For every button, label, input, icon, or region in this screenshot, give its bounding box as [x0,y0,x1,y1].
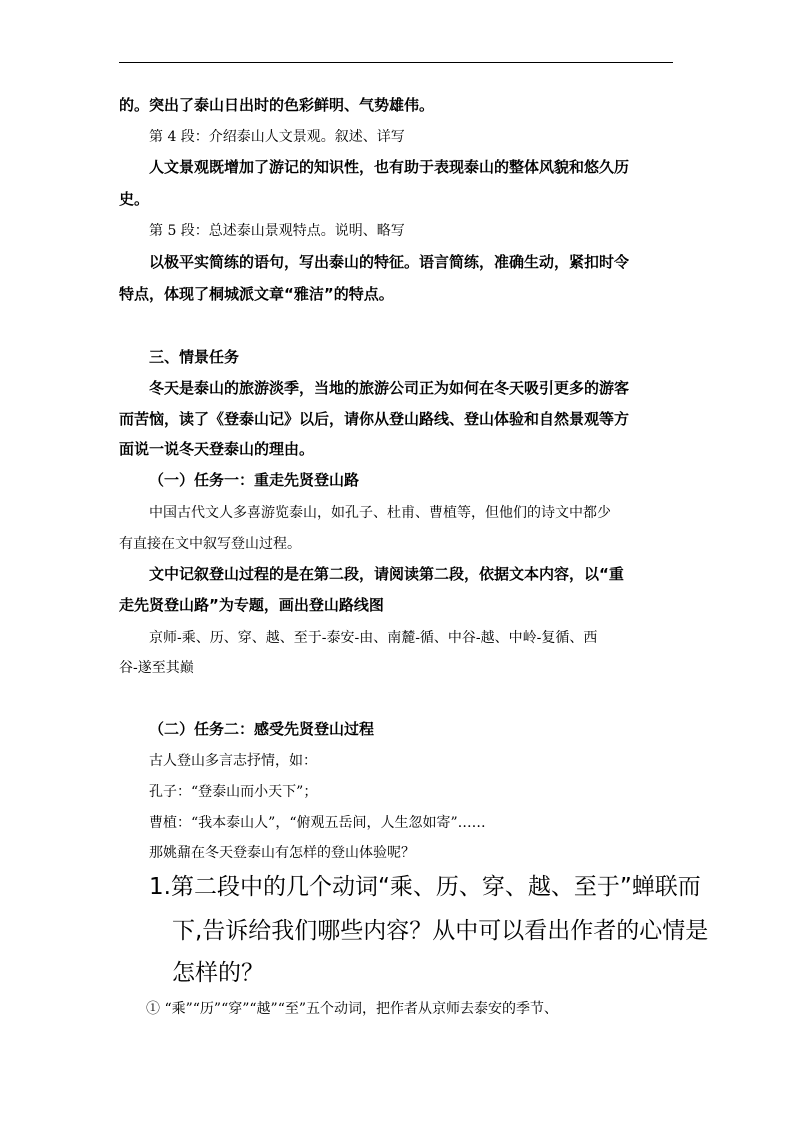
paragraph-line: 的。突出了泰山日出时的色彩鲜明、气势雄伟。 [119,96,435,114]
question-line: 下,告诉给我们哪些内容？从中可以看出作者的心情是 [172,918,709,944]
paragraph-line: 面说一说冬天登泰山的理由。 [119,440,315,458]
question-line: 怎样的？ [172,960,264,986]
section-title: 三、情景任务 [149,348,240,366]
header-rule [119,62,673,63]
paragraph-line: 走先贤登山路”为专题，画出登山路线图 [119,596,384,614]
paragraph-line: 古人登山多言志抒情，如： [149,753,317,769]
route-line: 谷-遂至其巅 [119,660,194,676]
answer-line: ① “乘”“历”“穿”“越”“至”五个动词，把作者从京师去泰安的季节、 [146,1001,559,1017]
paragraph-line: 曹植：“我本泰山人”，“俯观五岳间，人生忽如寄”…… [149,815,486,831]
paragraph-line: 以极平实简练的语句，写出泰山的特征。语言简练，准确生动，紧扣时令 [149,253,630,271]
task1-title: （一）任务一：重走先贤登山路 [149,471,360,489]
paragraph-line: 那姚鼐在冬天登泰山有怎样的登山体验呢？ [149,845,415,861]
paragraph-line: 有直接在文中叙写登山过程。 [119,536,301,552]
paragraph-line: 文中记叙登山过程的是在第二段，请阅读第二段，依据文本内容，以“重 [149,565,624,583]
paragraph-line: 史。 [119,190,150,208]
paragraph-line: 特点，体现了桐城派文章“雅洁”的特点。 [119,285,394,303]
paragraph-line: 中国古代文人多喜游览泰山，如孔子、杜甫、曹植等，但他们的诗文中都少 [149,505,611,521]
route-line: 京师-乘、历、穿、越、至于-泰安-由、南麓-循、中谷-越、中岭-复循、西 [149,630,598,646]
para5-heading: 第 5 段：总述泰山景观特点。说明、略写 [149,223,405,239]
question-line: 1.第二段中的几个动词“乘、历、穿、越、至于”蝉联而 [149,874,701,900]
paragraph-line: 冬天是泰山的旅游淡季，当地的旅游公司正为如何在冬天吸引更多的游客 [149,379,630,397]
paragraph-line: 而苦恼，读了《登泰山记》以后，请你从登山路线、登山体验和自然景观等方 [119,410,630,428]
paragraph-line: 孔子：“登泰山而小天下”； [149,784,318,800]
paragraph-line: 人文景观既增加了游记的知识性，也有助于表现泰山的整体风貌和悠久历 [149,158,630,176]
task2-title: （二）任务二：感受先贤登山过程 [149,720,375,738]
para4-heading: 第 4 段：介绍泰山人文景观。叙述、详写 [149,129,405,145]
